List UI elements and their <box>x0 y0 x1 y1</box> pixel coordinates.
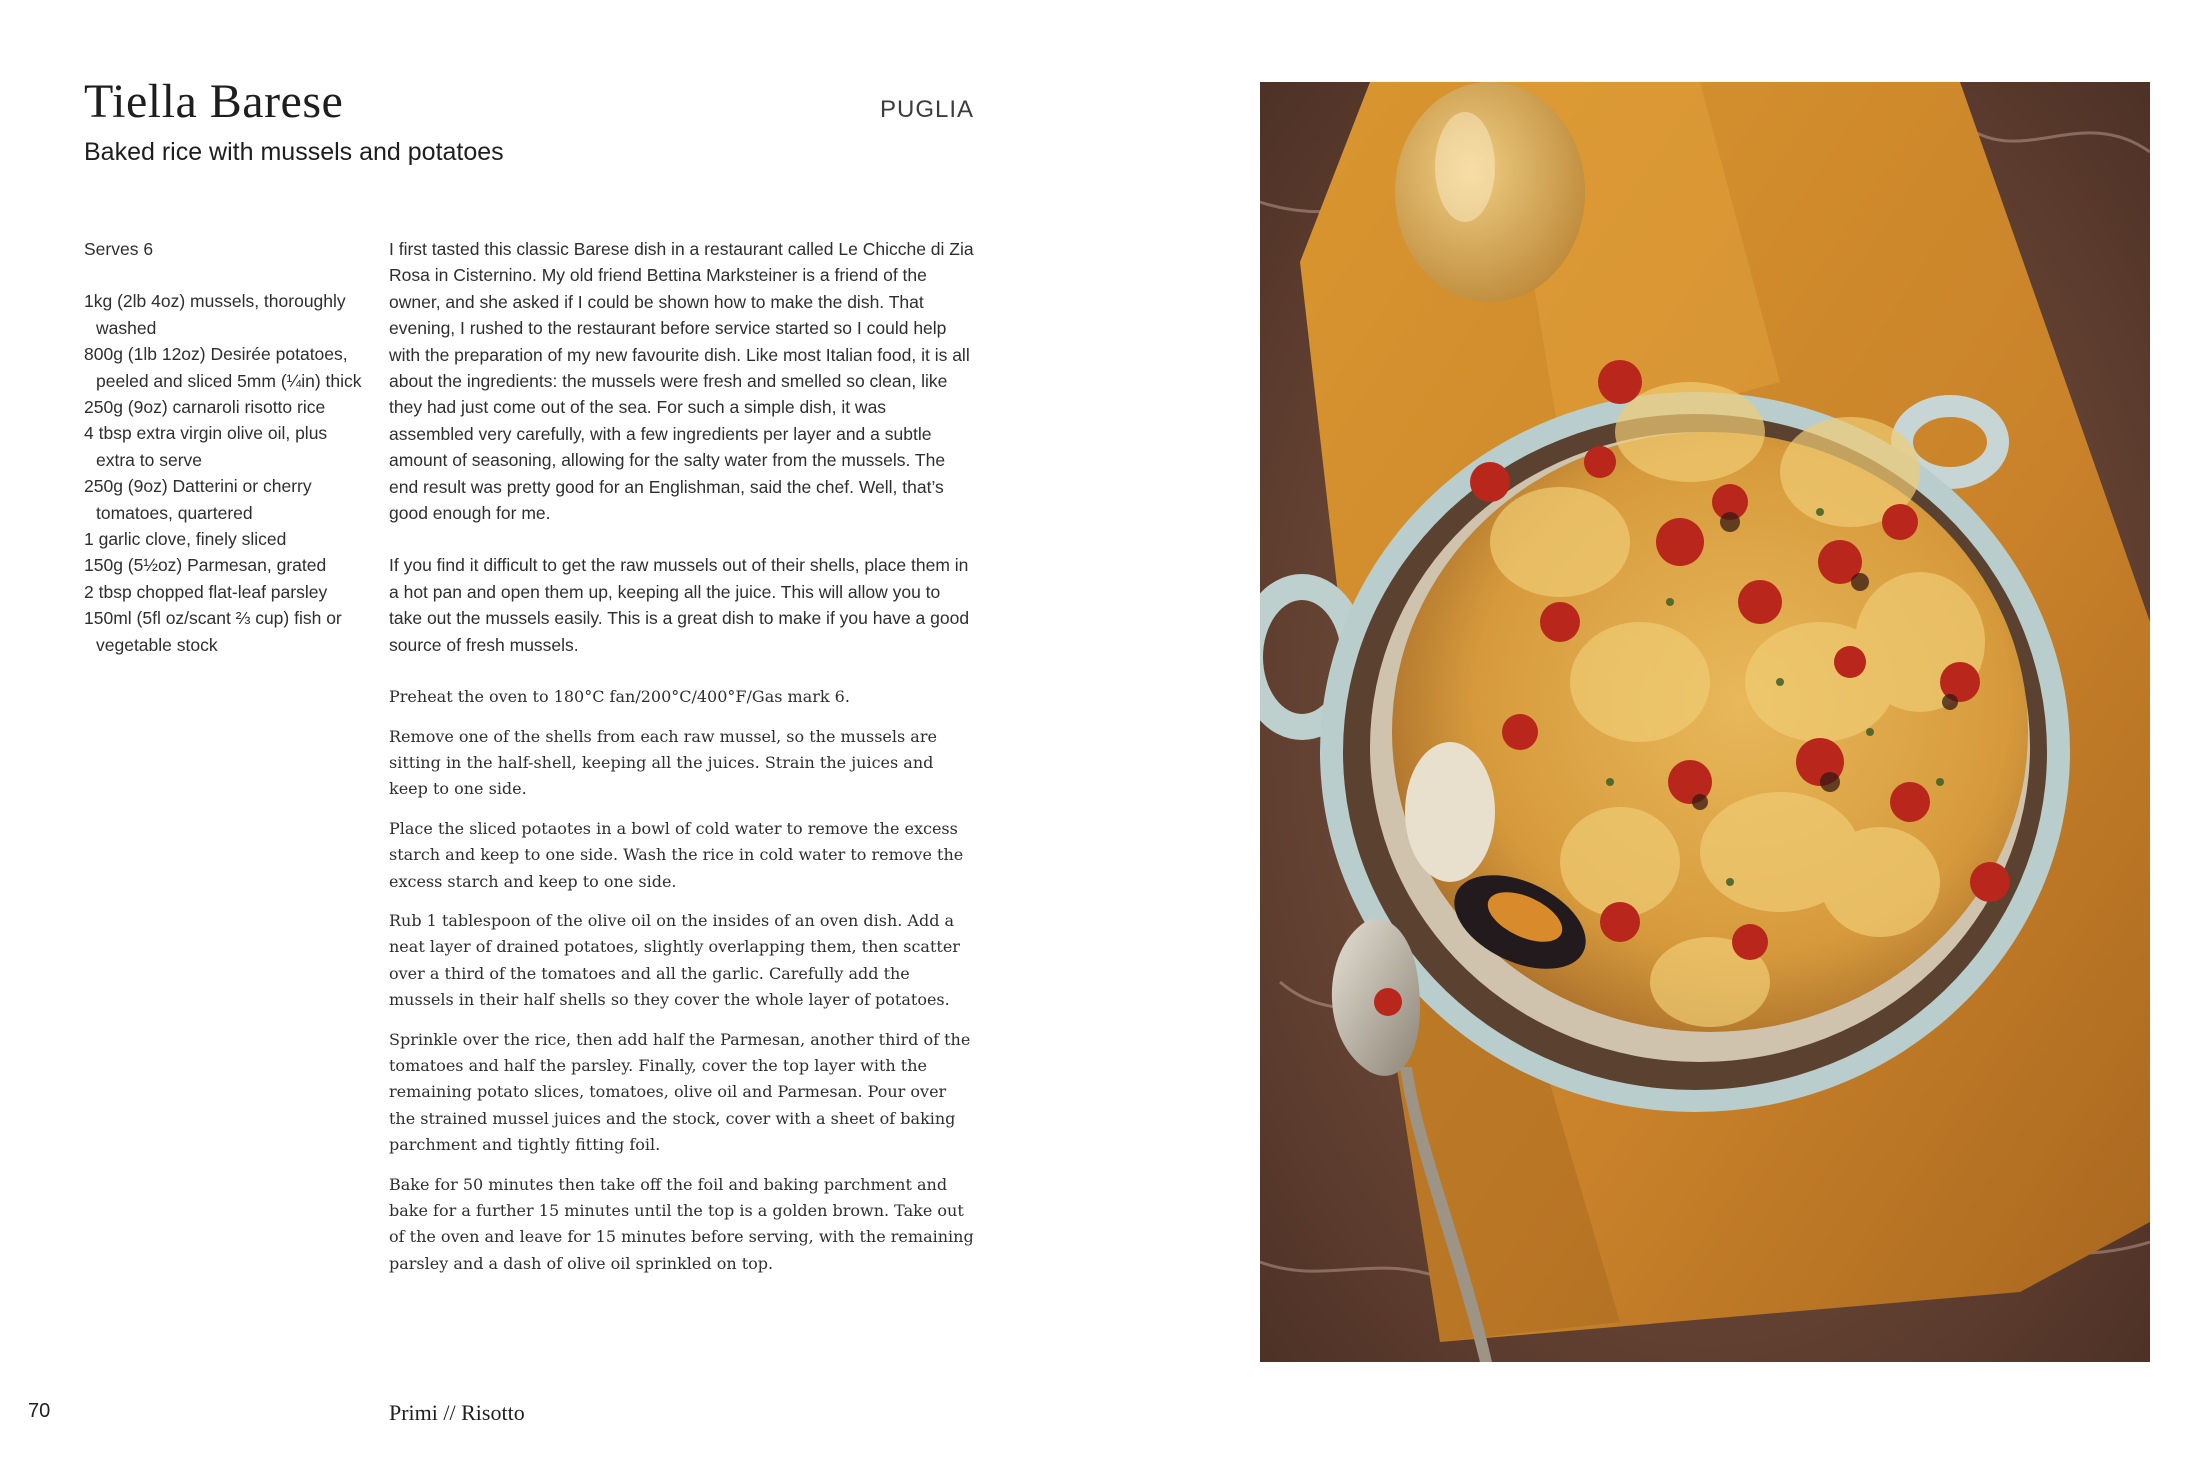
method-step: Place the sliced potaotes in a bowl of cold water to remove the excess starch and keep to one side. Wash the rice in cold water to remove the excess starch and keep to one side. <box>389 818 964 891</box>
method-steps <box>389 684 974 1277</box>
method-step: Rub 1 tablespoon of the olive oil on the insides of an oven dish. Add a neat layer of drained potatoes, slightly overlapping them, then scatter over a third of the tomatoes and all the garlic. Carefully add the mussels in their half shells so they cover the whole layer of potatoes. <box>389 910 960 1010</box>
page-number: 70 <box>28 1400 51 1422</box>
ingredient-item: 250g (9oz) Datterini or cherry tomatoes, quartered <box>84 476 312 523</box>
serves-label: Serves 6 <box>84 239 154 259</box>
ingredient-list <box>84 288 364 658</box>
method-column <box>389 236 974 1290</box>
ingredient-item: 4 tbsp extra virgin olive oil, plus extra to serve <box>84 423 328 470</box>
recipe-subtitle: Baked rice with mussels and potatoes <box>84 138 504 166</box>
recipe-title: Tiella Barese <box>84 75 344 128</box>
region-label: PUGLIA <box>880 96 975 123</box>
intro-paragraph: If you find it difficult to get the raw mussels out of their shells, place them in a hot pan and open them up, keeping all the juice. This will allow you to take out the mussels easily. This is a great dish to make if you have a good source of fresh mussels. <box>389 555 970 655</box>
ingredient-item: 1 garlic clove, finely sliced <box>84 529 287 550</box>
method-step: Bake for 50 minutes then take off the foil and baking parchment and bake for a further 15 minutes until the top is a golden brown. Take out of the oven and leave for 15 minutes before serving, with the remaining parsley and a dash of olive oil sprinkled on top. <box>389 1174 974 1273</box>
ingredient-item: 250g (9oz) carnaroli risotto rice <box>84 397 326 418</box>
method-step: Remove one of the shells from each raw mussel, so the mussels are sitting in the half-shell, keeping all the juices. Strain the juices and keep to one side. <box>389 726 937 799</box>
dish-illustration <box>1260 82 2150 1362</box>
ingredient-item: 1kg (2lb 4oz) mussels, thoroughly washed <box>84 291 346 338</box>
ingredient-item: 800g (1lb 12oz) Desirée potatoes, peeled and sliced 5mm (¼in) thick <box>84 344 362 391</box>
method-step: Sprinkle over the rice, then add half the Parmesan, another third of the tomatoes and half the parsley. Finally, cover the top layer with the remaining potato slices, tomatoes, olive oil and Parmesan. Pour over the strained mussel juices and the stock, cover with a sheet of baking parchment and tightly fitting foil. <box>389 1029 971 1155</box>
ingredients-column <box>84 236 364 658</box>
method-step: Preheat the oven to 180°C fan/200°C/400°F/Gas mark 6. <box>389 687 850 707</box>
ingredient-item: 150ml (5fl oz/scant ⅔ cup) fish or vegetable stock <box>84 608 342 655</box>
ingredient-item: 2 tbsp chopped flat-leaf parsley <box>84 581 328 602</box>
intro-paragraph: I first tasted this classic Barese dish in a restaurant called Le Chicche di Zia Rosa in Cisternino. My old friend Bettina Marksteiner is a friend of the owner, and she asked if I could be shown how to make the dish. That evening, I rushed to the restaurant before service started so I could help with the preparation of my new favourite dish. Like most Italian food, it is all about the ingredients: the mussels were fresh and smelled so clean, like they had just come out of the sea. For such a simple dish, it was assembled very carefully, with a few ingredients per layer and a subtle amount of seasoning, allowing for the salty water from the mussels. The end result was pretty good for an Englishman, said the chef. Well, that’s good enough for me. <box>389 239 974 524</box>
section-label: Primi // Risotto <box>389 1400 525 1425</box>
ingredient-item: 150g (5½oz) Parmesan, grated <box>84 555 327 576</box>
dish-photo <box>1260 82 2150 1362</box>
